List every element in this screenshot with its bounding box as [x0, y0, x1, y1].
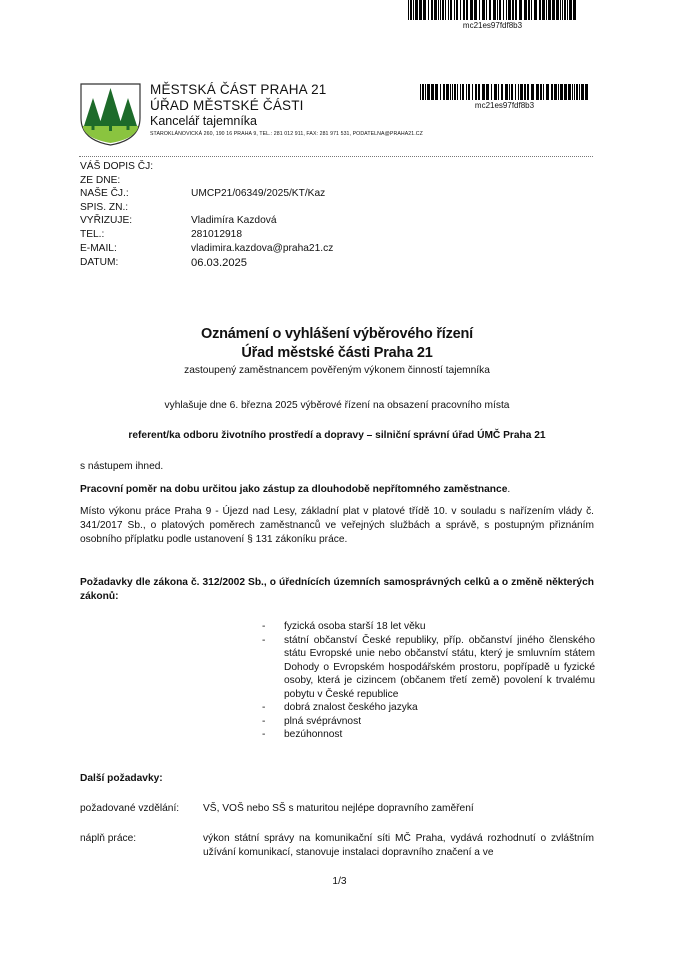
barcode-bar: [560, 84, 563, 100]
barcode-bar: [420, 84, 421, 100]
header-separator: [79, 156, 593, 157]
education-label: požadované vzdělání:: [80, 803, 180, 814]
barcode-bar: [585, 84, 588, 100]
barcode-bar: [573, 0, 576, 20]
barcode-bar: [466, 0, 468, 20]
meta-value: 06.03.2025: [191, 257, 247, 270]
other-requirements-heading: Další požadavky:: [80, 773, 163, 784]
barcode-bar: [560, 0, 561, 20]
barcode-bar: [508, 0, 511, 20]
barcode-bar: [536, 84, 539, 100]
meta-label: TEL.:: [80, 228, 105, 240]
barcode-bar: [460, 84, 461, 100]
org-office: ÚŘAD MĚSTSKÉ ČÁSTI: [150, 98, 304, 113]
barcode-bar: [531, 84, 534, 100]
barcode-bar: [552, 0, 555, 20]
barcode-bar: [503, 0, 504, 20]
barcode-bar: [445, 0, 446, 20]
barcode-bar: [415, 0, 418, 20]
list-item-text: fyzická osoba starší 18 let věku: [284, 621, 426, 632]
barcode-bar: [572, 84, 573, 100]
barcode-bar: [499, 0, 501, 20]
barcode-bar: [534, 0, 537, 20]
list-item-text: plná svéprávnost: [284, 715, 362, 727]
announcement-text: vyhlašuje dne 6. března 2025 výběrové řízení na obsazení pracovního místa: [164, 400, 510, 411]
barcode-bar: [519, 0, 522, 20]
barcode-bar: [579, 84, 580, 100]
list-item: [262, 634, 595, 702]
list-item: [262, 620, 595, 634]
meta-row: [80, 228, 333, 242]
barcode-bar: [460, 0, 461, 20]
barcode-top: [408, 0, 577, 30]
barcode-bar: [413, 0, 414, 20]
barcode-bar: [479, 0, 480, 20]
barcode-bar: [494, 84, 497, 100]
org-department: Kancelář tajemníka: [150, 114, 258, 128]
barcode-bar: [427, 84, 430, 100]
barcode-bar: [450, 84, 451, 100]
org-address: STAROKLÁNOVICKÁ 260, 190 16 PRAHA 9, TEL.: 281 012 911, FAX: 281 971 531, PODATELNA@PRAHA21.CZ: [150, 131, 423, 137]
barcode-bar: [546, 84, 549, 100]
barcode-bar: [539, 0, 541, 20]
barcode-bar: [489, 0, 491, 20]
barcode-bar: [435, 84, 438, 100]
barcode-code: mc21es97fdf8b3: [474, 101, 535, 110]
list-item-text: státní občanství České republiky, příp. občanství jiného členského státu Evropské unie nebo občanství státu, který je smluvním státem Dohody o Evropském hospodářském prostoru, popřípadě u fyzické osoby, která je cizincem (občanem třetí země) povolení k trvalému pobytu v České republice: [284, 634, 595, 700]
barcode-bar: [486, 0, 487, 20]
position-title: referent/ka odboru životního prostředí a dopravy – silniční správní úřad ÚMČ Praha 21: [128, 430, 546, 441]
barcode-bar: [442, 0, 444, 20]
barcode-bar: [440, 84, 441, 100]
barcode-bar: [486, 84, 489, 100]
barcode-bar: [454, 84, 456, 100]
barcode-bar: [466, 84, 467, 100]
barcode-bar: [524, 0, 527, 20]
meta-value: 281012918: [191, 228, 242, 240]
barcode-bar: [446, 84, 449, 100]
meta-label: VÁŠ DOPIS ČJ:: [80, 161, 154, 172]
barcode-bar: [564, 84, 567, 100]
contract-end: .: [507, 484, 511, 495]
barcode-bars: [420, 84, 589, 100]
list-dash: -: [262, 729, 266, 740]
barcode-bar: [569, 0, 572, 20]
barcode-bar: [450, 0, 452, 20]
barcode-bar: [431, 0, 433, 20]
municipal-logo-icon: [79, 82, 142, 146]
barcode-bar: [428, 0, 429, 20]
org-name: MĚSTSKÁ ČÁST PRAHA 21: [150, 82, 327, 97]
barcode-bar: [478, 84, 480, 100]
barcode-bar: [581, 84, 584, 100]
barcode-bar: [527, 84, 529, 100]
title-line: Oznámení o vyhlášení výběrového řízení: [200, 326, 474, 342]
list-dash: -: [262, 715, 266, 727]
barcode-bar: [431, 84, 434, 100]
barcode-bar: [438, 0, 439, 20]
contract-text: [80, 483, 594, 497]
meta-value: UMCP21/06349/2025/KT/Kaz: [191, 188, 326, 200]
barcode-bar: [491, 84, 492, 100]
barcode-bar: [543, 84, 544, 100]
work-label: náplň práce:: [80, 833, 137, 844]
barcode-bar: [506, 0, 507, 20]
barcode-bar: [567, 0, 568, 20]
barcode-bar: [515, 84, 516, 100]
barcode-bar: [568, 84, 571, 100]
requirements-list: [262, 620, 595, 742]
meta-row: [80, 242, 333, 256]
barcode-bar: [564, 0, 566, 20]
reference-table: [80, 160, 333, 271]
meta-value: vladimira.kazdova@praha21.cz: [191, 242, 334, 254]
requirements-heading: Požadavky dle zákona č. 312/2002 Sb., o úřednících územních samosprávných celků a o změně některých zákonů:: [80, 577, 594, 602]
meta-label: VYŘIZUJE:: [80, 215, 133, 227]
document-title: [80, 325, 594, 378]
work-value: výkon státní správy na komunikační síti MČ Praha, vydává rozhodnutí o zvláštním užívání komunikací, stanovuje instalaci dopravního značení a ve: [203, 833, 594, 858]
barcode-code: mc21es97fdf8b3: [462, 21, 523, 30]
barcode-bar: [482, 84, 485, 100]
meta-label: ZE DNE:: [80, 174, 121, 186]
barcode-bar: [576, 84, 578, 100]
barcode-bar: [425, 84, 426, 100]
barcode-bar: [434, 0, 437, 20]
meta-row: [80, 255, 333, 271]
barcode-bar: [474, 0, 477, 20]
work-row: [80, 832, 594, 860]
list-item-text: dobrá znalost českého jazyka: [284, 702, 418, 713]
barcode-bar: [551, 84, 553, 100]
list-item-text: bezúhonnost: [284, 729, 343, 740]
list-item: [262, 728, 595, 742]
barcode-bar: [462, 84, 464, 100]
barcode-bar: [463, 0, 465, 20]
meta-row: [80, 201, 333, 215]
barcode-bar: [482, 0, 485, 20]
meta-row: [80, 174, 333, 188]
barcode-bar: [408, 0, 409, 20]
barcode-bar: [448, 0, 449, 20]
title-line: Úřad městské části Praha 21: [241, 345, 433, 361]
barcode-bar: [518, 84, 519, 100]
contract-main: Pracovní poměr na dobu určitou jako zástup za dlouhodobě nepřítomného zaměstnance: [80, 484, 508, 495]
list-dash: -: [262, 634, 266, 646]
organization-header: [150, 82, 423, 138]
list-dash: -: [262, 702, 266, 713]
barcode-bar: [531, 0, 532, 20]
barcode-bar: [422, 84, 424, 100]
barcode-bar: [443, 84, 445, 100]
meta-row: [80, 214, 333, 228]
barcode-bar: [475, 84, 477, 100]
list-item: [262, 715, 595, 729]
list-dash: -: [262, 621, 266, 632]
barcode-bar: [423, 0, 426, 20]
barcode-bar: [562, 0, 563, 20]
meta-row: [80, 187, 333, 201]
barcode-bar: [468, 84, 470, 100]
barcode-bar: [509, 84, 510, 100]
barcode-bar: [520, 84, 523, 100]
barcode-bar: [501, 84, 503, 100]
education-value: VŠ, VOŠ nebo SŠ s maturitou nejlépe dopravního zaměření: [203, 803, 474, 814]
barcode-bar: [548, 0, 551, 20]
meta-row: [80, 160, 333, 174]
barcode-bar: [419, 0, 422, 20]
barcode-bar: [515, 0, 517, 20]
meta-value: Vladimíra Kazdová: [191, 215, 277, 227]
barcode-bar: [410, 0, 412, 20]
list-item: [262, 701, 595, 715]
barcode-bar: [472, 84, 473, 100]
barcode-bar: [505, 84, 508, 100]
barcode-bar: [457, 84, 458, 100]
barcode-bar: [540, 84, 542, 100]
meta-label: SPIS. ZN.:: [80, 201, 129, 213]
barcode-bar: [574, 84, 575, 100]
barcode-bar: [546, 0, 547, 20]
barcode-bar: [493, 0, 496, 20]
barcode-bar: [470, 0, 473, 20]
page-number: 1/3: [332, 876, 347, 887]
barcode-bar: [558, 84, 559, 100]
barcode-bar: [524, 84, 526, 100]
title-subline: zastoupený zaměstnancem pověřeným výkonem činností tajemníka: [184, 365, 490, 376]
start-text: s nástupem ihned.: [80, 461, 164, 472]
barcode-bar: [511, 84, 513, 100]
barcode-bar: [454, 0, 455, 20]
meta-label: E-MAIL:: [80, 242, 117, 254]
place-text: Místo výkonu práce Praha 9 - Újezd nad Lesy, základní plat v platové třídě 10. v souladu s nařízením vlády č. 341/2017 Sb., o platových poměrech zaměstnanců ve veřejných službách a správě, s postupným přiznáním osobního příplatku podle ustanovení § 131 zákoníku práce.: [80, 506, 594, 545]
barcode-header: [420, 84, 589, 110]
barcode-bar: [528, 0, 530, 20]
barcode-bar: [554, 84, 557, 100]
barcode-bar: [512, 0, 514, 20]
barcode-bar: [456, 0, 458, 20]
meta-label: DATUM:: [80, 257, 119, 269]
barcode-bar: [497, 0, 498, 20]
education-row: [80, 802, 594, 816]
meta-label: NAŠE ČJ.:: [80, 188, 129, 200]
barcode-bar: [440, 0, 441, 20]
barcode-bar: [556, 0, 559, 20]
barcode-bar: [542, 0, 545, 20]
barcode-bars: [408, 0, 577, 20]
barcode-bar: [498, 84, 499, 100]
barcode-bar: [452, 84, 453, 100]
